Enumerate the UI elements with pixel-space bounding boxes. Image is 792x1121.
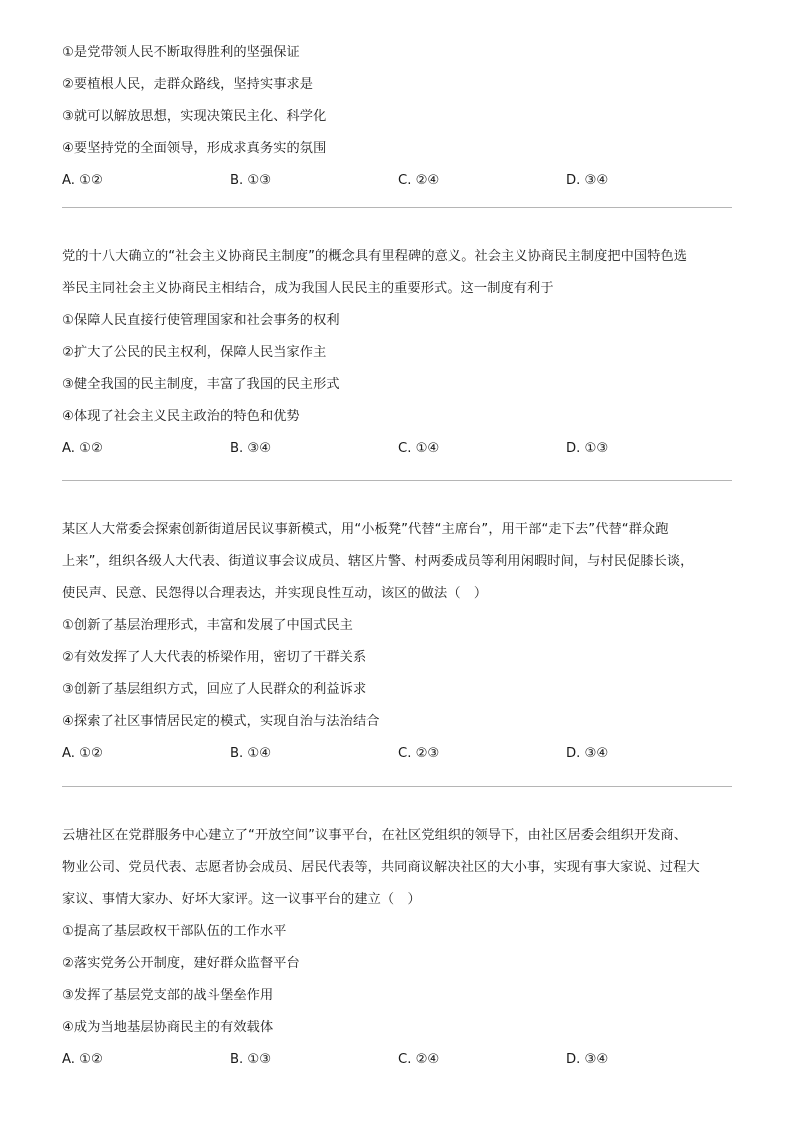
question-line: 某区人大常委会探索创新街道居民议事新模式，用“小板凳”代替“主席台”，用干部“走下去”代替“群众跑	[62, 522, 669, 537]
option-a[interactable]: A. ①②	[62, 173, 103, 188]
question-line: 党的十八大确立的“社会主义协商民主制度”的概念具有里程碑的意义。社会主义协商民主制度把中国特色选	[62, 249, 688, 264]
question-line: ②有效发挥了人大代表的桥梁作用，密切了干群关系	[62, 650, 367, 665]
option-b[interactable]: B. ①③	[230, 1052, 272, 1067]
option-d[interactable]: D. ①③	[566, 441, 609, 456]
option-c[interactable]: C. ②④	[398, 1052, 440, 1067]
question-line: ②落实党务公开制度，建好群众监督平台	[62, 956, 300, 971]
answer-options	[62, 165, 734, 197]
question-line: 云塘社区在党群服务中心建立了“开放空间”议事平台，在社区党组织的领导下，由社区居委会组织开发商、	[62, 828, 688, 843]
option-a[interactable]: A. ①②	[62, 441, 103, 456]
question-line: 物业公司、党员代表、志愿者协会成员、居民代表等，共同商议解决社区的大小事，实现有事大家说、过程大	[62, 860, 700, 875]
question-line: ③就可以解放思想，实现决策民主化、科学化	[62, 109, 327, 124]
question-line: ④探索了社区事情居民定的模式，实现自治与法治结合	[62, 714, 380, 729]
question-divider	[62, 207, 732, 208]
option-b[interactable]: B. ①③	[230, 173, 272, 188]
question-block-3	[62, 514, 734, 770]
option-c[interactable]: C. ①④	[398, 441, 440, 456]
question-line: ④要坚持党的全面领导，形成求真务实的氛围	[62, 141, 327, 156]
question-line: 上来”，组织各级人大代表、街道议事会议成员、辖区片警、村两委成员等利用闲暇时间，与村民促膝长谈，	[62, 554, 694, 569]
question-line: ①创新了基层治理形式，丰富和发展了中国式民主	[62, 618, 353, 633]
question-divider	[62, 480, 732, 481]
question-block-2	[62, 241, 734, 465]
question-line: ④体现了社会主义民主政治的特色和优势	[62, 409, 300, 424]
option-d[interactable]: D. ③④	[566, 1052, 609, 1067]
option-d[interactable]: D. ③④	[566, 173, 609, 188]
answer-options	[62, 1044, 734, 1076]
question-line: ②要植根人民，走群众路线，坚持实事求是	[62, 77, 314, 92]
question-line: 举民主同社会主义协商民主相结合，成为我国人民民主的重要形式。这一制度有利于	[62, 281, 554, 296]
question-line: ①保障人民直接行使管理国家和社会事务的权利	[62, 313, 340, 328]
question-line: ①提高了基层政权干部队伍的工作水平	[62, 924, 287, 939]
option-d[interactable]: D. ③④	[566, 746, 609, 761]
question-line: 使民声、民意、民怨得以合理表达，并实现良性互动，该区的做法（ ）	[62, 586, 488, 601]
question-line: ③发挥了基层党支部的战斗堡垒作用	[62, 988, 274, 1003]
option-a[interactable]: A. ①②	[62, 746, 103, 761]
option-c[interactable]: C. ②③	[398, 746, 440, 761]
option-a[interactable]: A. ①②	[62, 1052, 103, 1067]
answer-options	[62, 433, 734, 465]
question-block-1	[62, 37, 734, 197]
question-block-4	[62, 820, 734, 1076]
option-c[interactable]: C. ②④	[398, 173, 440, 188]
question-line: 家议、事情大家办、好坏大家评。这一议事平台的建立（ ）	[62, 892, 421, 907]
question-line: ③健全我国的民主制度，丰富了我国的民主形式	[62, 377, 340, 392]
question-line: ②扩大了公民的民主权利，保障人民当家作主	[62, 345, 327, 360]
question-line: ④成为当地基层协商民主的有效载体	[62, 1020, 274, 1035]
option-b[interactable]: B. ③④	[230, 441, 272, 456]
option-b[interactable]: B. ①④	[230, 746, 272, 761]
question-line: ①是党带领人民不断取得胜利的坚强保证	[62, 45, 300, 60]
question-line: ③创新了基层组织方式，回应了人民群众的利益诉求	[62, 682, 367, 697]
question-divider	[62, 786, 732, 787]
answer-options	[62, 738, 734, 770]
